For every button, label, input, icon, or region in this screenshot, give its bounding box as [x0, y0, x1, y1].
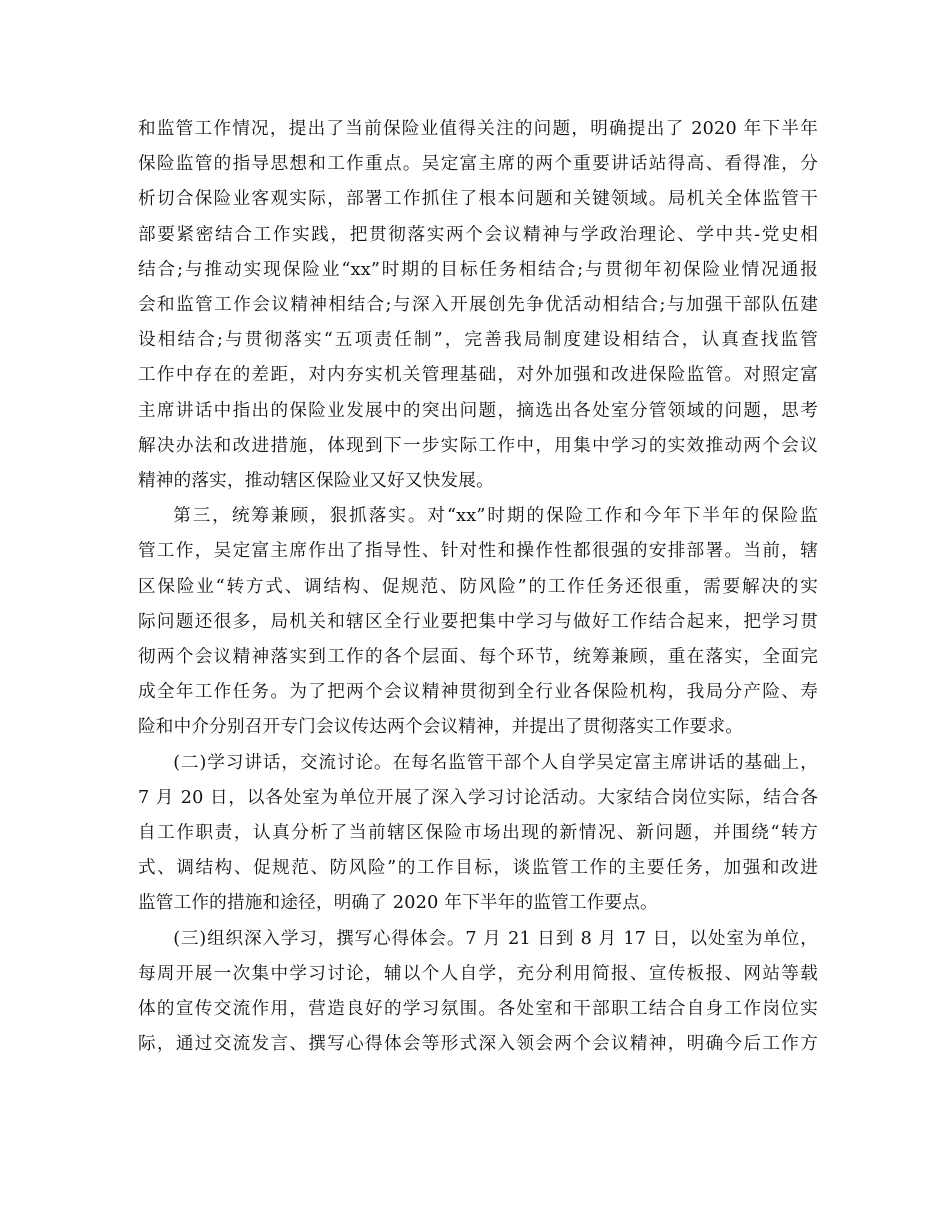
- text-line: 监管工作的措施和途径，明确了 2020 年下半年的监管工作要点。: [138, 893, 658, 914]
- text-line: 际，通过交流发言、撰写心得体会等形式深入领会两个会议精神，明确今后工作方: [138, 1034, 818, 1055]
- text-line: 解决办法和改进措施，体现到下一步实际工作中，用集中学习的实效推动两个会议: [138, 435, 818, 456]
- text-line: 彻两个会议精神落实到工作的各个层面、每个环节，统筹兼顾，重在落实，全面完: [138, 647, 818, 668]
- text-line: 式、调结构、促规范、防风险”的工作目标，谈监管工作的主要任务，加强和改进: [138, 858, 818, 879]
- text-line: (二)学习讲话，交流讨论。在每名监管干部个人自学吴定富主席讲话的基础上，: [173, 752, 818, 773]
- document-body: [138, 112, 818, 1062]
- text-line: 区保险业“转方式、调结构、促规范、防风险”的工作任务还很重，需要解决的实: [138, 576, 818, 597]
- text-line: 险和中介分别召开专门会议传达两个会议精神，并提出了贯彻落实工作要求。: [138, 717, 743, 738]
- text-line: 第三，统筹兼顾，狠抓落实。对“xx”时期的保险工作和今年下半年的保险监: [173, 506, 818, 527]
- paragraph: [138, 922, 818, 1063]
- text-line: 部要紧密结合工作实践，把贯彻落实两个会议精神与学政治理论、学中共-党史相: [138, 224, 818, 245]
- text-line: 结合;与推动实现保险业“xx”时期的目标任务相结合;与贯彻年初保险业情况通报: [138, 259, 818, 280]
- text-line: 每周开展一次集中学习讨论，辅以个人自学，充分利用简报、宣传板报、网站等载: [138, 963, 818, 984]
- text-line: 际问题还很多，局机关和辖区全行业要把集中学习与做好工作结合起来，把学习贯: [138, 611, 818, 632]
- paragraph: [138, 499, 818, 745]
- text-line: 析切合保险业客观实际，部署工作抓住了根本问题和关键领域。局机关全体监管干: [138, 189, 818, 210]
- text-line: 设相结合;与贯彻落实“五项责任制”，完善我局制度建设相结合，认真查找监管: [138, 330, 818, 351]
- text-line: 管工作，吴定富主席作出了指导性、针对性和操作性都很强的安排部署。当前，辖: [138, 541, 818, 562]
- paragraph: [138, 746, 818, 922]
- text-line: 7 月 20 日，以各处室为单位开展了深入学习讨论活动。大家结合岗位实际，结合各: [138, 787, 818, 808]
- text-line: 工作中存在的差距，对内夯实机关管理基础，对外加强和改进保险监管。对照定富: [138, 365, 818, 386]
- text-line: (三)组织深入学习，撰写心得体会。7 月 21 日到 8 月 17 日，以处室为单位，: [173, 928, 818, 949]
- paragraph: [138, 112, 818, 499]
- text-line: 体的宣传交流作用，营造良好的学习氛围。各处室和干部职工结合自身工作岗位实: [138, 999, 818, 1020]
- text-line: 主席讲话中指出的保险业发展中的突出问题，摘选出各处室分管领域的问题，思考: [138, 400, 818, 421]
- text-line: 和监管工作情况，提出了当前保险业值得关注的问题，明确提出了 2020 年下半年: [138, 119, 818, 139]
- text-line: 自工作职责，认真分析了当前辖区保险市场出现的新情况、新问题，并围绕“转方: [138, 823, 818, 844]
- text-line: 会和监管工作会议精神相结合;与深入开展创先争优活动相结合;与加强干部队伍建: [138, 295, 818, 316]
- text-line: 精神的落实，推动辖区保险业又好又快发展。: [138, 471, 494, 492]
- text-line: 成全年工作任务。为了把两个会议精神贯彻到全行业各保险机构，我局分产险、寿: [138, 682, 818, 703]
- text-line: 保险监管的指导思想和工作重点。吴定富主席的两个重要讲话站得高、看得准，分: [138, 154, 818, 175]
